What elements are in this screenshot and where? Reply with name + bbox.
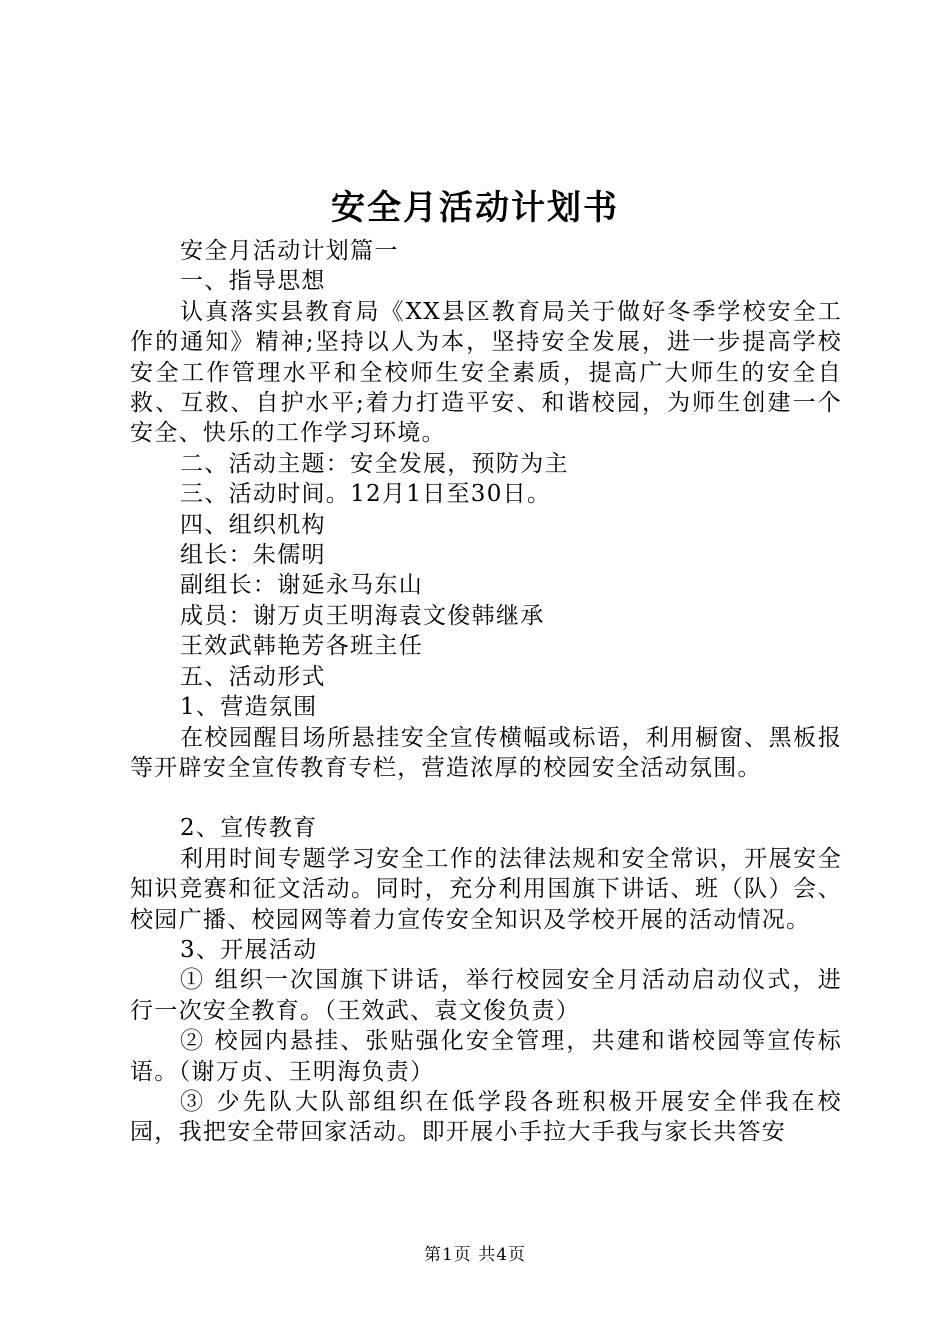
paragraph-deputy-leader: 副组长：谢延永马东山 xyxy=(180,572,423,599)
list-item-activity-1: ① 组织一次国旗下讲话，举行校园安全月活动启动仪式，进行一次安全教育。（王效武、袁文俊负责） xyxy=(130,967,842,1024)
section-heading-activity-forms: 五、活动形式 xyxy=(180,663,326,690)
document-title: 安全月活动计划书 xyxy=(331,188,619,228)
paragraph-atmosphere: 在校园醒目场所悬挂安全宣传横幅或标语，利用橱窗、黑板报等开辟安全宣传教育专栏，营造浓厚的校园安全活动氛围。 xyxy=(130,724,842,781)
section-heading-time: 三、活动时间。12月1日至30日。 xyxy=(180,481,552,508)
page-number-footer: 第1页 共4页 xyxy=(423,1245,527,1265)
list-item-activity-3: ③ 少先队大队部组织在低学段各班积极开展安全伴我在校园，我把安全带回家活动。即开展小手拉大手我与家长共答安 xyxy=(130,1088,842,1146)
subheading-atmosphere: 1、营造氛围 xyxy=(180,694,318,721)
list-item-activity-2: ② 校园内悬挂、张贴强化安全管理，共建和谐校园等宣传标语。（谢万贞、王明海负责） xyxy=(130,1028,842,1085)
section-heading-theme: 二、活动主题：安全发展，预防为主 xyxy=(180,450,569,477)
paragraph-spacer xyxy=(130,783,842,813)
paragraph-members-continued: 王效武韩艳芳各班主任 xyxy=(180,633,423,660)
section-heading-guiding-thought: 一、指导思想 xyxy=(180,268,326,295)
paragraph-subtitle: 安全月活动计划篇一 xyxy=(180,238,399,264)
paragraph-leader: 组长：朱儒明 xyxy=(180,542,326,569)
section-heading-organization: 四、组织机构 xyxy=(180,511,326,538)
document-body xyxy=(130,236,842,1148)
paragraph-members: 成员：谢万贞王明海袁文俊韩继承 xyxy=(180,602,545,629)
subheading-activities: 3、开展活动 xyxy=(180,936,318,963)
paragraph-education: 利用时间专题学习安全工作的法律法规和安全常识，开展安全知识竞赛和征文活动。同时，充分利用国旗下讲话、班（队）会、校园广播、校园网等着力宣传安全知识及学校开展的活动情况。 xyxy=(130,845,842,933)
subheading-education: 2、宣传教育 xyxy=(180,815,318,842)
paragraph-guiding-thought: 认真落实县教育局《XX县区教育局关于做好冬季学校安全工作的通知》精神;坚持以人为本，坚持安全发展，进一步提高学校安全工作管理水平和全校师生安全素质，提高广大师生的安全自救、互救、自护水平;着力打造平安、和谐校园，为师生创建一个安全、快乐的工作学习环境。 xyxy=(130,298,842,447)
